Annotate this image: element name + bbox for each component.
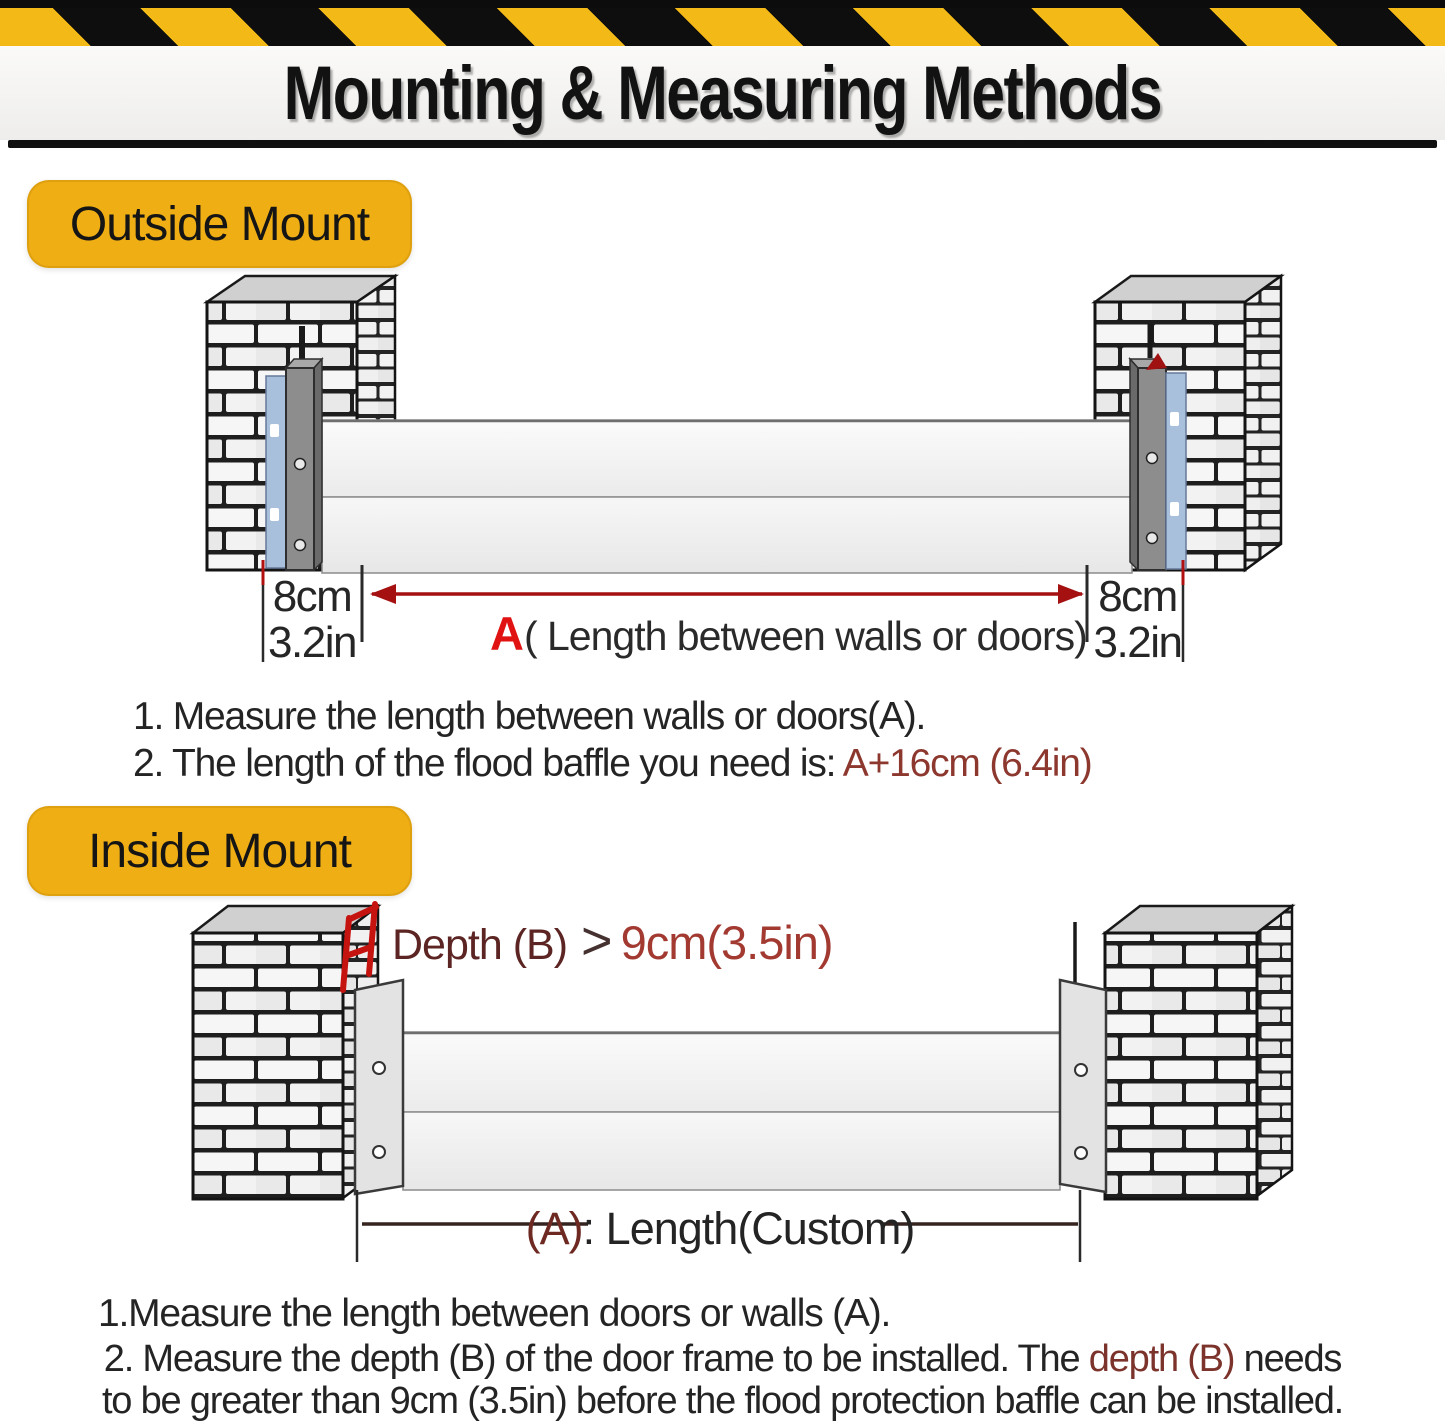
mounting-channel-left <box>286 326 322 570</box>
outside-mount-label <box>27 180 412 268</box>
inside-length-label-rest: : Length(Custom) <box>582 1203 915 1254</box>
greater-than-sign: > <box>581 911 613 971</box>
inside-mount-label-text: Inside Mount <box>88 824 351 878</box>
outside-mount-label-text: Outside Mount <box>69 197 370 251</box>
banner-bottom-rule <box>8 140 1437 148</box>
hazard-stripe-band <box>0 8 1445 46</box>
span-arrow <box>370 584 1084 604</box>
brick-pillar-right-inside <box>1105 906 1292 1199</box>
inside-step-2 <box>0 1338 1445 1422</box>
inside-step-2-part2: needs <box>1234 1338 1342 1380</box>
inside-step-1: 1.Measure the length between doors or walls (A). <box>98 1292 891 1335</box>
outside-step-2 <box>133 740 1092 787</box>
outside-left-offset-in: 3.2in <box>268 618 356 667</box>
banner-top-bar <box>0 0 1445 8</box>
banner-title-band <box>0 46 1445 140</box>
brick-pillar-left-inside <box>193 906 378 1199</box>
inside-step-2-line-1 <box>0 1338 1445 1380</box>
mounting-channel-left-inside <box>355 980 403 1194</box>
outside-right-offset-cm: 8cm <box>1098 572 1177 621</box>
depth-value: 9cm(3.5in) <box>620 916 833 969</box>
flood-barrier-panels-inside <box>403 1032 1060 1190</box>
mounting-channel-right-inside <box>1060 922 1106 1192</box>
page-title: Mounting & Measuring Methods <box>283 50 1162 136</box>
seal-strip-left <box>266 376 286 568</box>
inside-length-label <box>430 1203 1010 1255</box>
inside-step-2-highlight: depth (B) <box>1088 1338 1235 1380</box>
outside-step-1: 1. Measure the length between walls or doors(A). <box>133 695 926 738</box>
inside-mount-label <box>27 806 412 896</box>
outside-step-2-formula: A+16cm (6.4in) <box>842 742 1092 785</box>
outside-left-offset-cm: 8cm <box>272 572 352 621</box>
depth-label: Depth (B) <box>392 921 568 969</box>
inside-step-2-part1: 2. Measure the depth (B) of the door frame to be installed. The <box>103 1338 1089 1380</box>
span-label: ( Length between walls or doors) <box>523 613 1087 659</box>
outside-right-offset-in: 3.2in <box>1093 618 1182 667</box>
span-letter: A <box>490 607 524 660</box>
flood-barrier-panels <box>322 420 1132 573</box>
outside-step-2-prefix: 2. The length of the flood baffle you need is: <box>133 742 843 785</box>
inside-length-label-a: (A) <box>525 1203 583 1254</box>
span-label-row <box>490 606 1087 661</box>
hazard-banner <box>0 0 1445 153</box>
inside-step-2-line-2: to be greater than 9cm (3.5in) before the flood protection baffle can be installed. <box>101 1380 1344 1422</box>
depth-spec-row <box>392 910 833 972</box>
